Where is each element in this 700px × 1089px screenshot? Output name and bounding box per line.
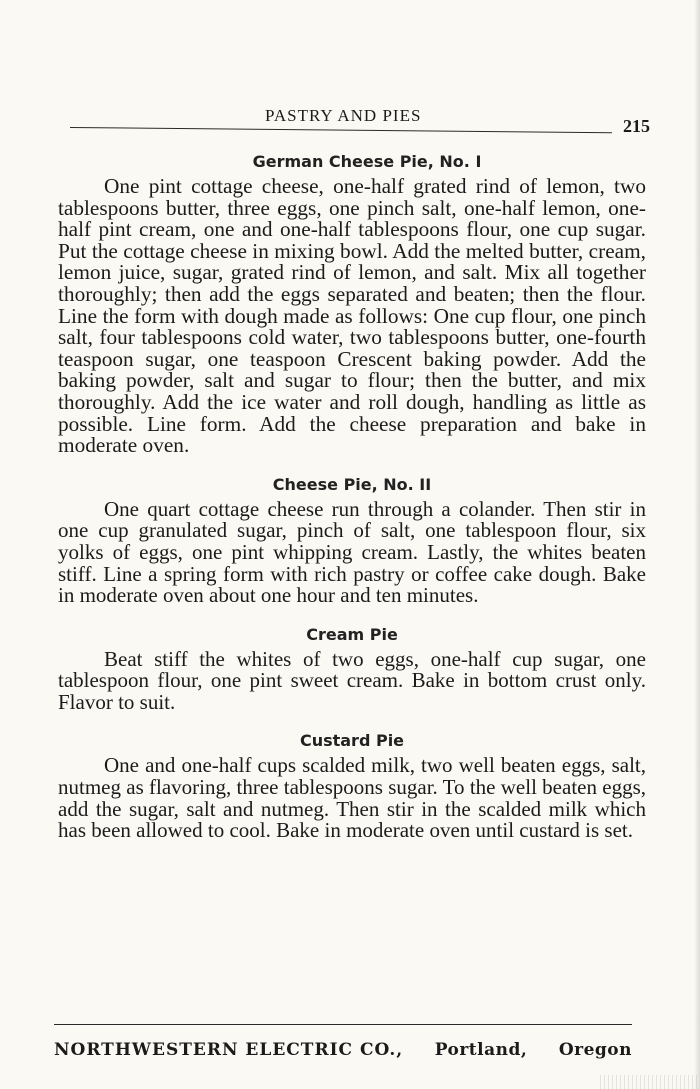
recipe-body: One pint cottage cheese, one-half grated rind of lemon, two tablespoons butter, three eggs, one pinch salt, one-half lemon, one-half pint cream, one and one-half tablespoons flour, one cup sugar. Put the cottage cheese in mixing bowl. Add the melted butter, cream, lemon juice, sugar, grated rind of lemon, and salt. Mix all together thoroughly; then add the eggs separated and beaten; then the flour. Line the form with dough made as follows: One cup flour, one pinch salt, four tablespoons cold water, two tablespoons butter, one-fourth teaspoon sugar, one teaspoon Crescent baking powder. Add the baking powder, salt and sugar to flour; then the butter, and mix thoroughly. Add the ice water and roll dough, handling as little as possible. Line form. Add the cheese preparation and bake in moderate oven. <box>58 174 646 458</box>
recipe-title: German Cheese Pie, No. I <box>252 152 482 171</box>
page-edge-shadow <box>694 0 700 1089</box>
footer-city: Portland, <box>434 1040 528 1060</box>
recipe-body: One quart cottage cheese run through a colander. Then stir in one cup granulated sugar, pinch of salt, one tablespoon flour, six yolks of eggs, one pint whipping cream. Lastly, the whites beaten stiff. Line a spring form with rich pastry or coffee cake dough. Bake in moderate oven about one hour and ten minutes. <box>58 496 646 608</box>
recipe-german-cheese-pie <box>58 152 646 457</box>
footer-rule <box>54 1024 632 1025</box>
recipe-title: Cheese Pie, No. II <box>272 474 432 494</box>
recipe-list <box>58 152 646 860</box>
print-speckle <box>600 1075 700 1089</box>
recipe-body: One and one-half cups scalded milk, two well beaten eggs, salt, nutmeg as flavoring, three tablespoons sugar. To the well beaten eggs, add the sugar, salt and nutmeg. Then stir in the scalded milk which has been allowed to cool. Bake in moderate oven until custard is set. <box>58 753 646 843</box>
footer-state: Oregon <box>558 1040 632 1060</box>
running-head <box>70 106 650 136</box>
recipe-cream-pie <box>58 625 646 714</box>
footer <box>54 1040 632 1060</box>
footer-company: NORTHWESTERN ELECTRIC CO., <box>54 1040 404 1060</box>
recipe-title: Cream Pie <box>306 624 398 644</box>
recipe-body: Beat stiff the whites of two eggs, one-half cup sugar, one tablespoon flour, one pint sweet cream. Bake in bottom crust only. Flavor to suit. <box>58 646 646 714</box>
recipe-custard-pie <box>58 731 646 841</box>
running-head-title: PASTRY AND PIES <box>265 106 422 125</box>
recipe-cheese-pie-ii <box>58 475 646 607</box>
page-number: 215 <box>623 116 650 136</box>
recipe-title: Custard Pie <box>299 731 405 751</box>
